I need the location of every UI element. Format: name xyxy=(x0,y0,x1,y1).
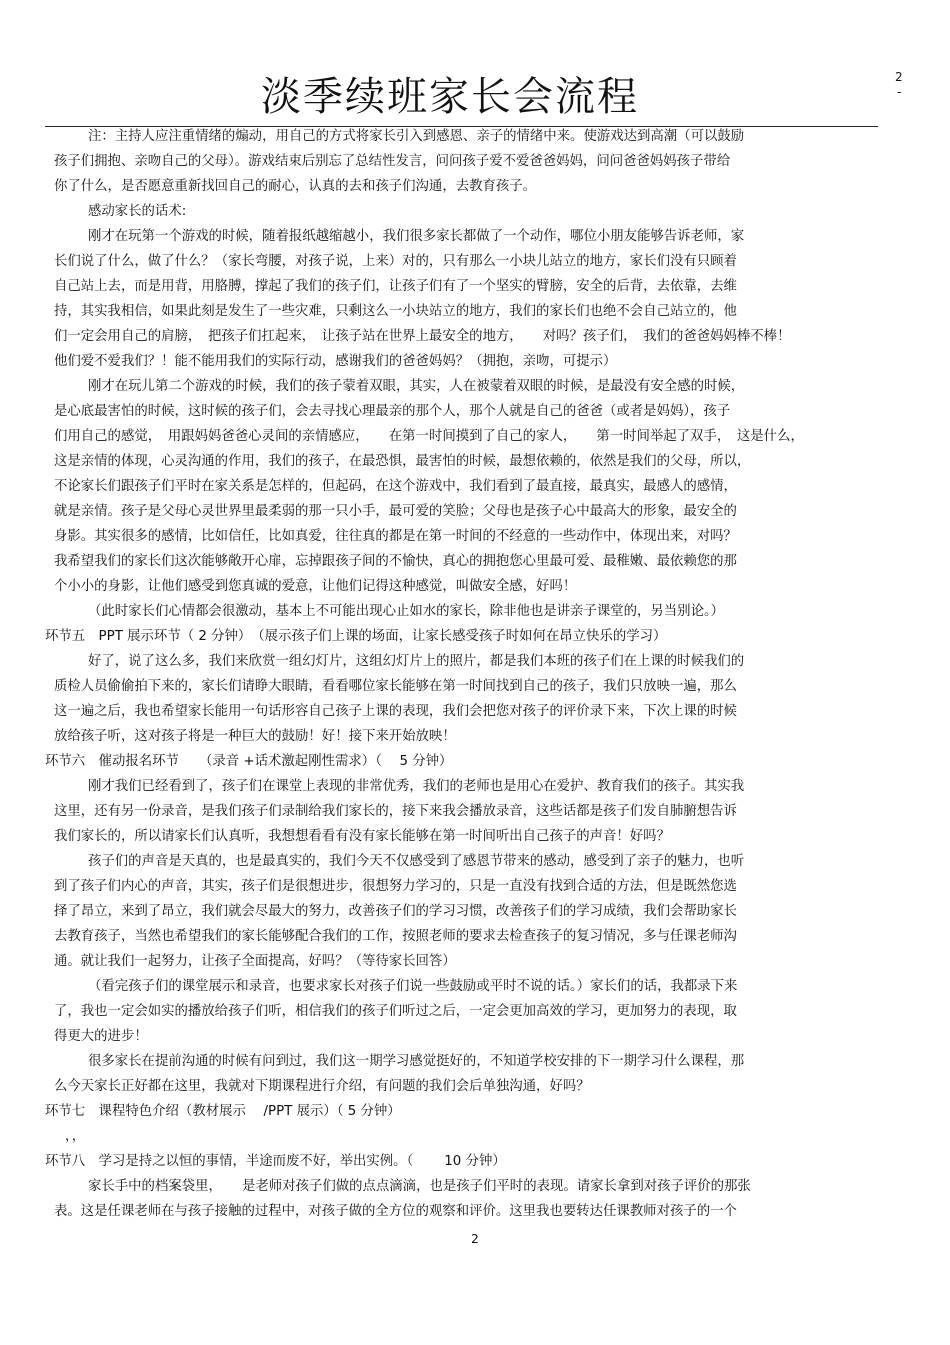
text-line: 孩子们的声音是天真的，也是最真实的，我们今天不仅感受到了感恩节带来的感动，感受到了亲子的魅力，也听 xyxy=(88,854,745,869)
text-line: 择了昂立，来到了昂立，我们就会尽最大的努力，改善孩子们的学习习惯，改善孩子们的学习成绩，我们会帮助家长 xyxy=(54,904,737,919)
text-line: 刚才在玩儿第二个游戏的时候，我们的孩子蒙着双眼，其实，人在被蒙着双眼的时候，是最没有安全感的时候， xyxy=(88,379,745,394)
text-line: （看完孩子们的课堂展示和录音，也要求家长对孩子们说一些鼓励或平时不说的话。）家长们的话，我都录下来 xyxy=(88,979,738,994)
text-line: （此时家长们心情都会很激动，基本上不可能出现心止如水的家长，除非他也是讲亲子课堂的，另当别论。） xyxy=(88,604,725,619)
subheading-touching-words xyxy=(0,199,950,224)
text-line: 刚才在玩第一个游戏的时候，随着报纸越缩越小，我们很多家长都做了一个动作，哪位小朋友能够告诉老师，家 xyxy=(88,229,745,244)
text-line: 表。这是任课老师在与孩子接触的过程中，对孩子做的全方位的观察和评价。这里我也要转达任课教师对孩子的一个 xyxy=(54,1204,737,1219)
section-heading-7 xyxy=(0,1099,950,1124)
text-line: 你了什么，是否愿意重新找回自己的耐心，认真的去和孩子们沟通，去教育孩子。 xyxy=(54,179,537,194)
document-body xyxy=(0,124,950,1224)
text-line: 环节八 学习是持之以恒的事情，半途而废不好，举出实例。（ 10 分钟） xyxy=(45,1154,506,1169)
paragraph-game-two xyxy=(0,374,950,599)
section-heading-5 xyxy=(0,624,950,649)
text-line: 去教育孩子，当然也希望我们的家长能够配合我们的工作，按照老师的要求去检查孩子的复习情况，多与任课老师沟 xyxy=(54,929,737,944)
text-line: 孩子们拥抱、亲吻自己的父母）。游戏结束后别忘了总结性发言，问问孩子爱不爱爸爸妈妈，问问爸爸妈妈孩子带给 xyxy=(54,154,731,169)
paragraph-archive-bag xyxy=(0,1174,950,1224)
text-line: 很多家长在提前沟通的时候有问到过，我们这一期学习感觉挺好的，不知道学校安排的下一期学习什么课程，那 xyxy=(88,1054,745,1069)
text-line: 这里，还有另一份录音，是我们孩子们录制给我们家长的，接下来我会播放录音，这些话都是孩子们发自肺腑想告诉 xyxy=(54,804,737,819)
text-line: 身影。其实很多的感情，比如信任，比如真爱，往往真的都是在第一时间的不经意的一些动作中，体现出来，对吗？ xyxy=(54,529,737,544)
section-heading-6 xyxy=(0,749,950,774)
paragraph-next-course xyxy=(0,1049,950,1099)
ellipsis-line xyxy=(0,1124,950,1149)
page-title: 淡季续班家长会流程 xyxy=(261,74,639,120)
text-line: 个小小的身影，让他们感受到您真诚的爱意，让他们记得这种感觉，叫做安全感，好吗！ xyxy=(54,579,577,594)
text-line: 环节五 PPT 展示环节（ 2 分钟） （展示孩子们上课的场面，让家长感受孩子时如何在昂立快乐的学习） xyxy=(45,629,667,644)
text-line: 自己站上去，而是用背，用胳膊，撑起了我们的孩子们，让孩子们有了一个坚实的臂膀，安全的后背，去依靠，去维 xyxy=(54,279,737,294)
text-line: 了，我也一定会如实的播放给孩子们听，相信我们的孩子们听过之后，一定会更加高效的学习，更加努力的表现，取 xyxy=(54,1004,737,1019)
text-line: 这是亲情的体现，心灵沟通的作用，我们的孩子，在最恐惧，最害怕的时候，最想依赖的，依然是我们的父母，所以， xyxy=(54,454,751,469)
paragraph-recording xyxy=(0,774,950,849)
text-line: 我们家长的，所以请家长们认真听，我想想看看有没有家长能够在第一时间听出自己孩子的声音！好吗？ xyxy=(54,829,670,844)
text-line: 长们说了什么，做了什么？（家长弯腰，对孩子说，上来）对的，只有那么一小块儿站立的地方，家长们没有只顾着 xyxy=(54,254,737,269)
text-line: 他们爱不爱我们？！能不能用我们的实际行动，感谢我们的爸爸妈妈？（拥抱，亲吻，可提示） xyxy=(54,354,617,369)
page-dash: - xyxy=(897,85,902,99)
section-heading-8 xyxy=(0,1149,950,1174)
text-line: 不论家长们跟孩子们平时在家关系是怎样的，但起码，在这个游戏中，我们看到了最直接，最真实，最感人的感情， xyxy=(54,479,737,494)
page-number-top: 2 xyxy=(895,70,903,84)
text-line: 感动家长的话术: xyxy=(88,204,187,219)
paragraph-slides xyxy=(0,649,950,749)
paragraph-game-one xyxy=(0,224,950,374)
text-line: 家长手中的档案袋里， 是老师对孩子们做的点点滴滴，也是孩子们平时的表现。请家长拿到对孩子评价的那张 xyxy=(88,1179,751,1194)
text-line: 通。就让我们一起努力，让孩子全面提高，好吗？（等待家长回答） xyxy=(54,954,456,969)
text-line: 到了孩子们内心的声音，其实，孩子们是很想进步，很想努力学习的，只是一直没有找到合适的方法，但是既然您选 xyxy=(54,879,737,894)
text-line: 环节七 课程特色介绍（教材展示 /PPT 展示）（ 5 分钟） xyxy=(45,1104,401,1119)
text-line: 持，其实我相信，如果此刻是发生了一些灾难，只剩这么一小块站立的地方，我们的家长们也绝不会自己站立的，他 xyxy=(54,304,737,319)
text-line: 环节六 催动报名环节 （录音 +话术激起刚性需求）（ 5 分钟） xyxy=(45,754,453,769)
text-line: 好了，说了这么多，我们来欣赏一组幻灯片，这组幻灯片上的照片，都是我们本班的孩子们在上课的时候我们的 xyxy=(88,654,745,669)
text-line: 刚才我们已经看到了，孩子们在课堂上表现的非常优秀，我们的老师也是用心在爱护、教育我们的孩子。其实我 xyxy=(88,779,745,794)
text-line: 注：主持人应注重情绪的煽动，用自己的方式将家长引入到感恩、亲子的情绪中来。使游戏达到高潮（可以鼓励 xyxy=(88,129,745,144)
note-paragraph xyxy=(0,124,950,199)
text-line: 们一定会用自己的肩膀， 把孩子们扛起来， 让孩子站在世界上最安全的地方， 对吗？孩子们， 我们的爸爸妈妈棒不棒！ xyxy=(54,329,791,344)
text-line: 质检人员偷偷拍下来的，家长们请睁大眼睛，看看哪位家长能够在第一时间找到自己的孩子，我们只放映一遍，那么 xyxy=(54,679,737,694)
text-line: 这一遍之后，我也希望家长能用一句话形容自己孩子上课的表现，我们会把您对孩子的评价录下来，下次上课的时候 xyxy=(54,704,737,719)
text-line: ，， xyxy=(65,1129,86,1144)
paragraph-children-voice xyxy=(0,849,950,974)
text-line: 们用自己的感觉， 用跟妈妈爸爸心灵间的亲情感应， 在第一时间摸到了自己的家人， 第一时间举起了双手， 这是什么， xyxy=(54,429,804,444)
text-line: 就是亲情。孩子是父母心灵世界里最柔弱的那一只小手，最可爱的笑脸；父母也是孩子心中最高大的形象，最安全的 xyxy=(54,504,737,519)
text-line: 得更大的进步！ xyxy=(54,1029,148,1044)
text-line: 我希望我们的家长们这次能够敞开心扉，忘掉跟孩子间的不愉快，真心的拥抱您心里最可爱、最稚嫩、最依赖您的那 xyxy=(54,554,737,569)
paragraph-remark xyxy=(0,599,950,624)
text-line: 放给孩子听，这对孩子将是一种巨大的鼓励！好！接下来开始放映！ xyxy=(54,729,456,744)
text-line: 么今天家长正好都在这里，我就对下期课程进行介绍，有问题的我们会后单独沟通，好吗？ xyxy=(54,1079,590,1094)
text-line: 是心底最害怕的时候，这时候的孩子们，会去寻找心理最亲的那个人，那个人就是自己的爸爸（或者是妈妈），孩子 xyxy=(54,404,731,419)
page-number-footer: 2 xyxy=(471,1232,479,1246)
paragraph-parents-words xyxy=(0,974,950,1049)
